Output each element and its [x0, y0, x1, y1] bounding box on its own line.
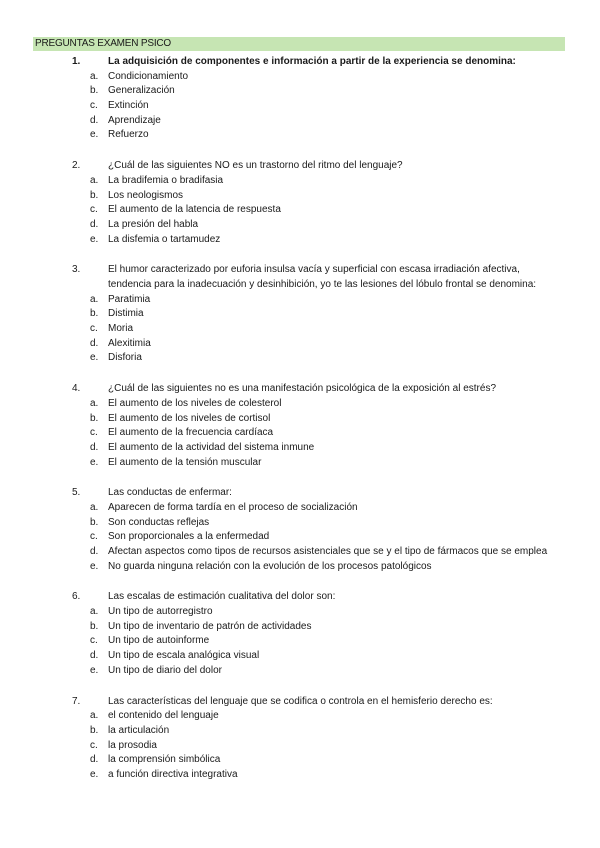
answer-option — [0, 218, 600, 233]
answer-option — [0, 426, 600, 441]
question-number: 5. — [72, 487, 81, 499]
answer-option — [0, 634, 600, 649]
answer-option — [0, 293, 600, 308]
question-1 — [0, 55, 600, 143]
option-text: Un tipo de autoinforme — [108, 635, 210, 647]
option-letter: e. — [90, 456, 99, 468]
answer-option — [0, 307, 600, 322]
question-text: Las escalas de estimación cualitativa del dolor son: — [108, 591, 336, 603]
answer-option — [0, 70, 600, 85]
option-text: el contenido del lenguaje — [108, 710, 219, 722]
option-text: Afectan aspectos como tipos de recursos asistenciales que se y el tipo de fármacos que se emplea — [108, 546, 548, 558]
answer-option — [0, 174, 600, 189]
question-7 — [0, 695, 600, 783]
option-text: Disforia — [108, 352, 142, 364]
answer-option — [0, 203, 600, 218]
answer-option — [0, 768, 600, 783]
answer-option — [0, 322, 600, 337]
option-text: Moria — [108, 323, 134, 335]
answer-option — [0, 337, 600, 352]
option-text: El aumento de la tensión muscular — [108, 456, 262, 468]
option-letter: a. — [90, 501, 99, 513]
question-4 — [0, 382, 600, 470]
question-number: 2. — [72, 160, 81, 172]
option-letter: a. — [90, 606, 99, 618]
question-5 — [0, 486, 600, 574]
option-letter: e. — [90, 769, 99, 780]
option-letter: b. — [90, 516, 99, 528]
question-stem — [0, 590, 600, 605]
option-letter: c. — [90, 739, 98, 751]
answer-option — [0, 114, 600, 129]
answer-option — [0, 545, 600, 560]
answer-option — [0, 664, 600, 679]
question-number: 7. — [72, 695, 81, 707]
option-text: la prosodia — [108, 739, 157, 751]
answer-option — [0, 233, 600, 248]
option-text: Un tipo de diario del dolor — [108, 664, 222, 676]
option-letter: e. — [90, 233, 99, 245]
option-letter: e. — [90, 560, 99, 572]
option-letter: b. — [90, 308, 99, 320]
option-text: Un tipo de inventario de patrón de actividades — [108, 620, 312, 632]
option-letter: c. — [90, 323, 98, 335]
answer-option — [0, 560, 600, 575]
option-text: Paratimia — [108, 293, 151, 305]
answer-option — [0, 605, 600, 620]
question-text: Las conductas de enfermar: — [108, 487, 232, 499]
option-text: Un tipo de escala analógica visual — [108, 650, 260, 662]
question-text: Las características del lenguaje que se codifica o controla en el hemisferio derecho es: — [108, 695, 493, 707]
option-text: Aparecen de forma tardía en el proceso de socialización — [108, 501, 358, 513]
answer-option — [0, 412, 600, 427]
answer-option — [0, 620, 600, 635]
option-letter: c. — [90, 204, 98, 216]
option-letter: c. — [90, 531, 98, 543]
option-text: Son proporcionales a la enfermedad — [108, 531, 270, 543]
option-letter: d. — [90, 441, 99, 453]
option-text: Aprendizaje — [108, 114, 161, 126]
option-text: La bradifemia o bradifasia — [108, 174, 224, 186]
option-letter: d. — [90, 650, 99, 662]
option-text: Generalización — [108, 85, 175, 97]
option-letter: d. — [90, 754, 99, 766]
option-letter: b. — [90, 412, 99, 424]
option-text: El aumento de la latencia de respuesta — [108, 204, 281, 216]
option-letter: a. — [90, 397, 99, 409]
option-letter: d. — [90, 114, 99, 126]
answer-option — [0, 649, 600, 664]
question-text: El humor caracterizado por euforia insulsa vacía y superficial con escasa irradiación afectiva, tendencia para la inadecuación y desinhibición, yo te las lesiones del lóbulo frontal se denomina: — [108, 264, 537, 290]
answer-option — [0, 709, 600, 724]
document-title-bar — [33, 37, 565, 51]
option-letter: b. — [90, 189, 99, 201]
option-text: Un tipo de autorregistro — [108, 606, 213, 618]
option-letter: e. — [90, 129, 99, 141]
option-letter: d. — [90, 337, 99, 349]
option-letter: d. — [90, 218, 99, 230]
option-letter: b. — [90, 620, 99, 632]
answer-option — [0, 516, 600, 531]
answer-option — [0, 456, 600, 471]
option-text: La presión del habla — [108, 218, 199, 230]
question-stem — [0, 695, 600, 710]
question-stem — [0, 486, 600, 501]
answer-option — [0, 99, 600, 114]
question-number: 3. — [72, 264, 81, 276]
question-list — [0, 55, 600, 799]
option-letter: a. — [90, 70, 99, 82]
answer-option — [0, 501, 600, 516]
question-stem — [0, 263, 600, 292]
answer-option — [0, 724, 600, 739]
option-text: la articulación — [108, 724, 170, 736]
answer-option — [0, 189, 600, 204]
answer-option — [0, 397, 600, 412]
option-letter: e. — [90, 664, 99, 676]
answer-option — [0, 128, 600, 143]
option-letter: c. — [90, 427, 98, 439]
answer-option — [0, 739, 600, 754]
answer-option — [0, 753, 600, 768]
option-letter: b. — [90, 724, 99, 736]
question-2 — [0, 159, 600, 247]
answer-option — [0, 441, 600, 456]
option-text: La disfemia o tartamudez — [108, 233, 221, 245]
option-letter: d. — [90, 546, 99, 558]
option-text: Son conductas reflejas — [108, 516, 210, 528]
option-text: a función directiva integrativa — [108, 769, 238, 780]
answer-option — [0, 84, 600, 99]
answer-option — [0, 351, 600, 366]
document-title: PREGUNTAS EXAMEN PSICO — [35, 38, 171, 49]
option-text: Extinción — [108, 100, 149, 112]
question-text: ¿Cuál de las siguientes no es una manifestación psicológica de la exposición al estrés? — [108, 383, 497, 395]
option-letter: c. — [90, 100, 98, 112]
question-text: La adquisición de componentes e información a partir de la experiencia se denomina: — [108, 56, 516, 67]
question-number: 6. — [72, 591, 81, 603]
question-6 — [0, 590, 600, 678]
option-letter: e. — [90, 352, 99, 364]
question-stem — [0, 382, 600, 397]
option-text: El aumento de la actividad del sistema inmune — [108, 441, 315, 453]
option-text: la comprensión simbólica — [108, 754, 221, 766]
option-letter: c. — [90, 635, 98, 647]
question-stem — [0, 159, 600, 174]
option-letter: a. — [90, 710, 99, 722]
option-text: El aumento de la frecuencia cardíaca — [108, 427, 274, 439]
option-letter: a. — [90, 174, 99, 186]
option-text: Refuerzo — [108, 129, 149, 141]
question-stem — [0, 55, 600, 70]
option-text: Los neologismos — [108, 189, 184, 201]
question-3 — [0, 263, 600, 366]
option-text: Condicionamiento — [108, 70, 189, 82]
option-text: El aumento de los niveles de colesterol — [108, 397, 282, 409]
option-text: El aumento de los niveles de cortisol — [108, 412, 271, 424]
option-text: Distimia — [108, 308, 144, 320]
question-text: ¿Cuál de las siguientes NO es un trastorno del ritmo del lenguaje? — [108, 160, 403, 172]
option-text: No guarda ninguna relación con la evolución de los procesos patológicos — [108, 560, 432, 572]
question-number: 1. — [72, 56, 81, 67]
option-letter: b. — [90, 85, 99, 97]
option-letter: a. — [90, 293, 99, 305]
option-text: Alexitimia — [108, 337, 151, 349]
answer-option — [0, 530, 600, 545]
question-number: 4. — [72, 383, 81, 395]
